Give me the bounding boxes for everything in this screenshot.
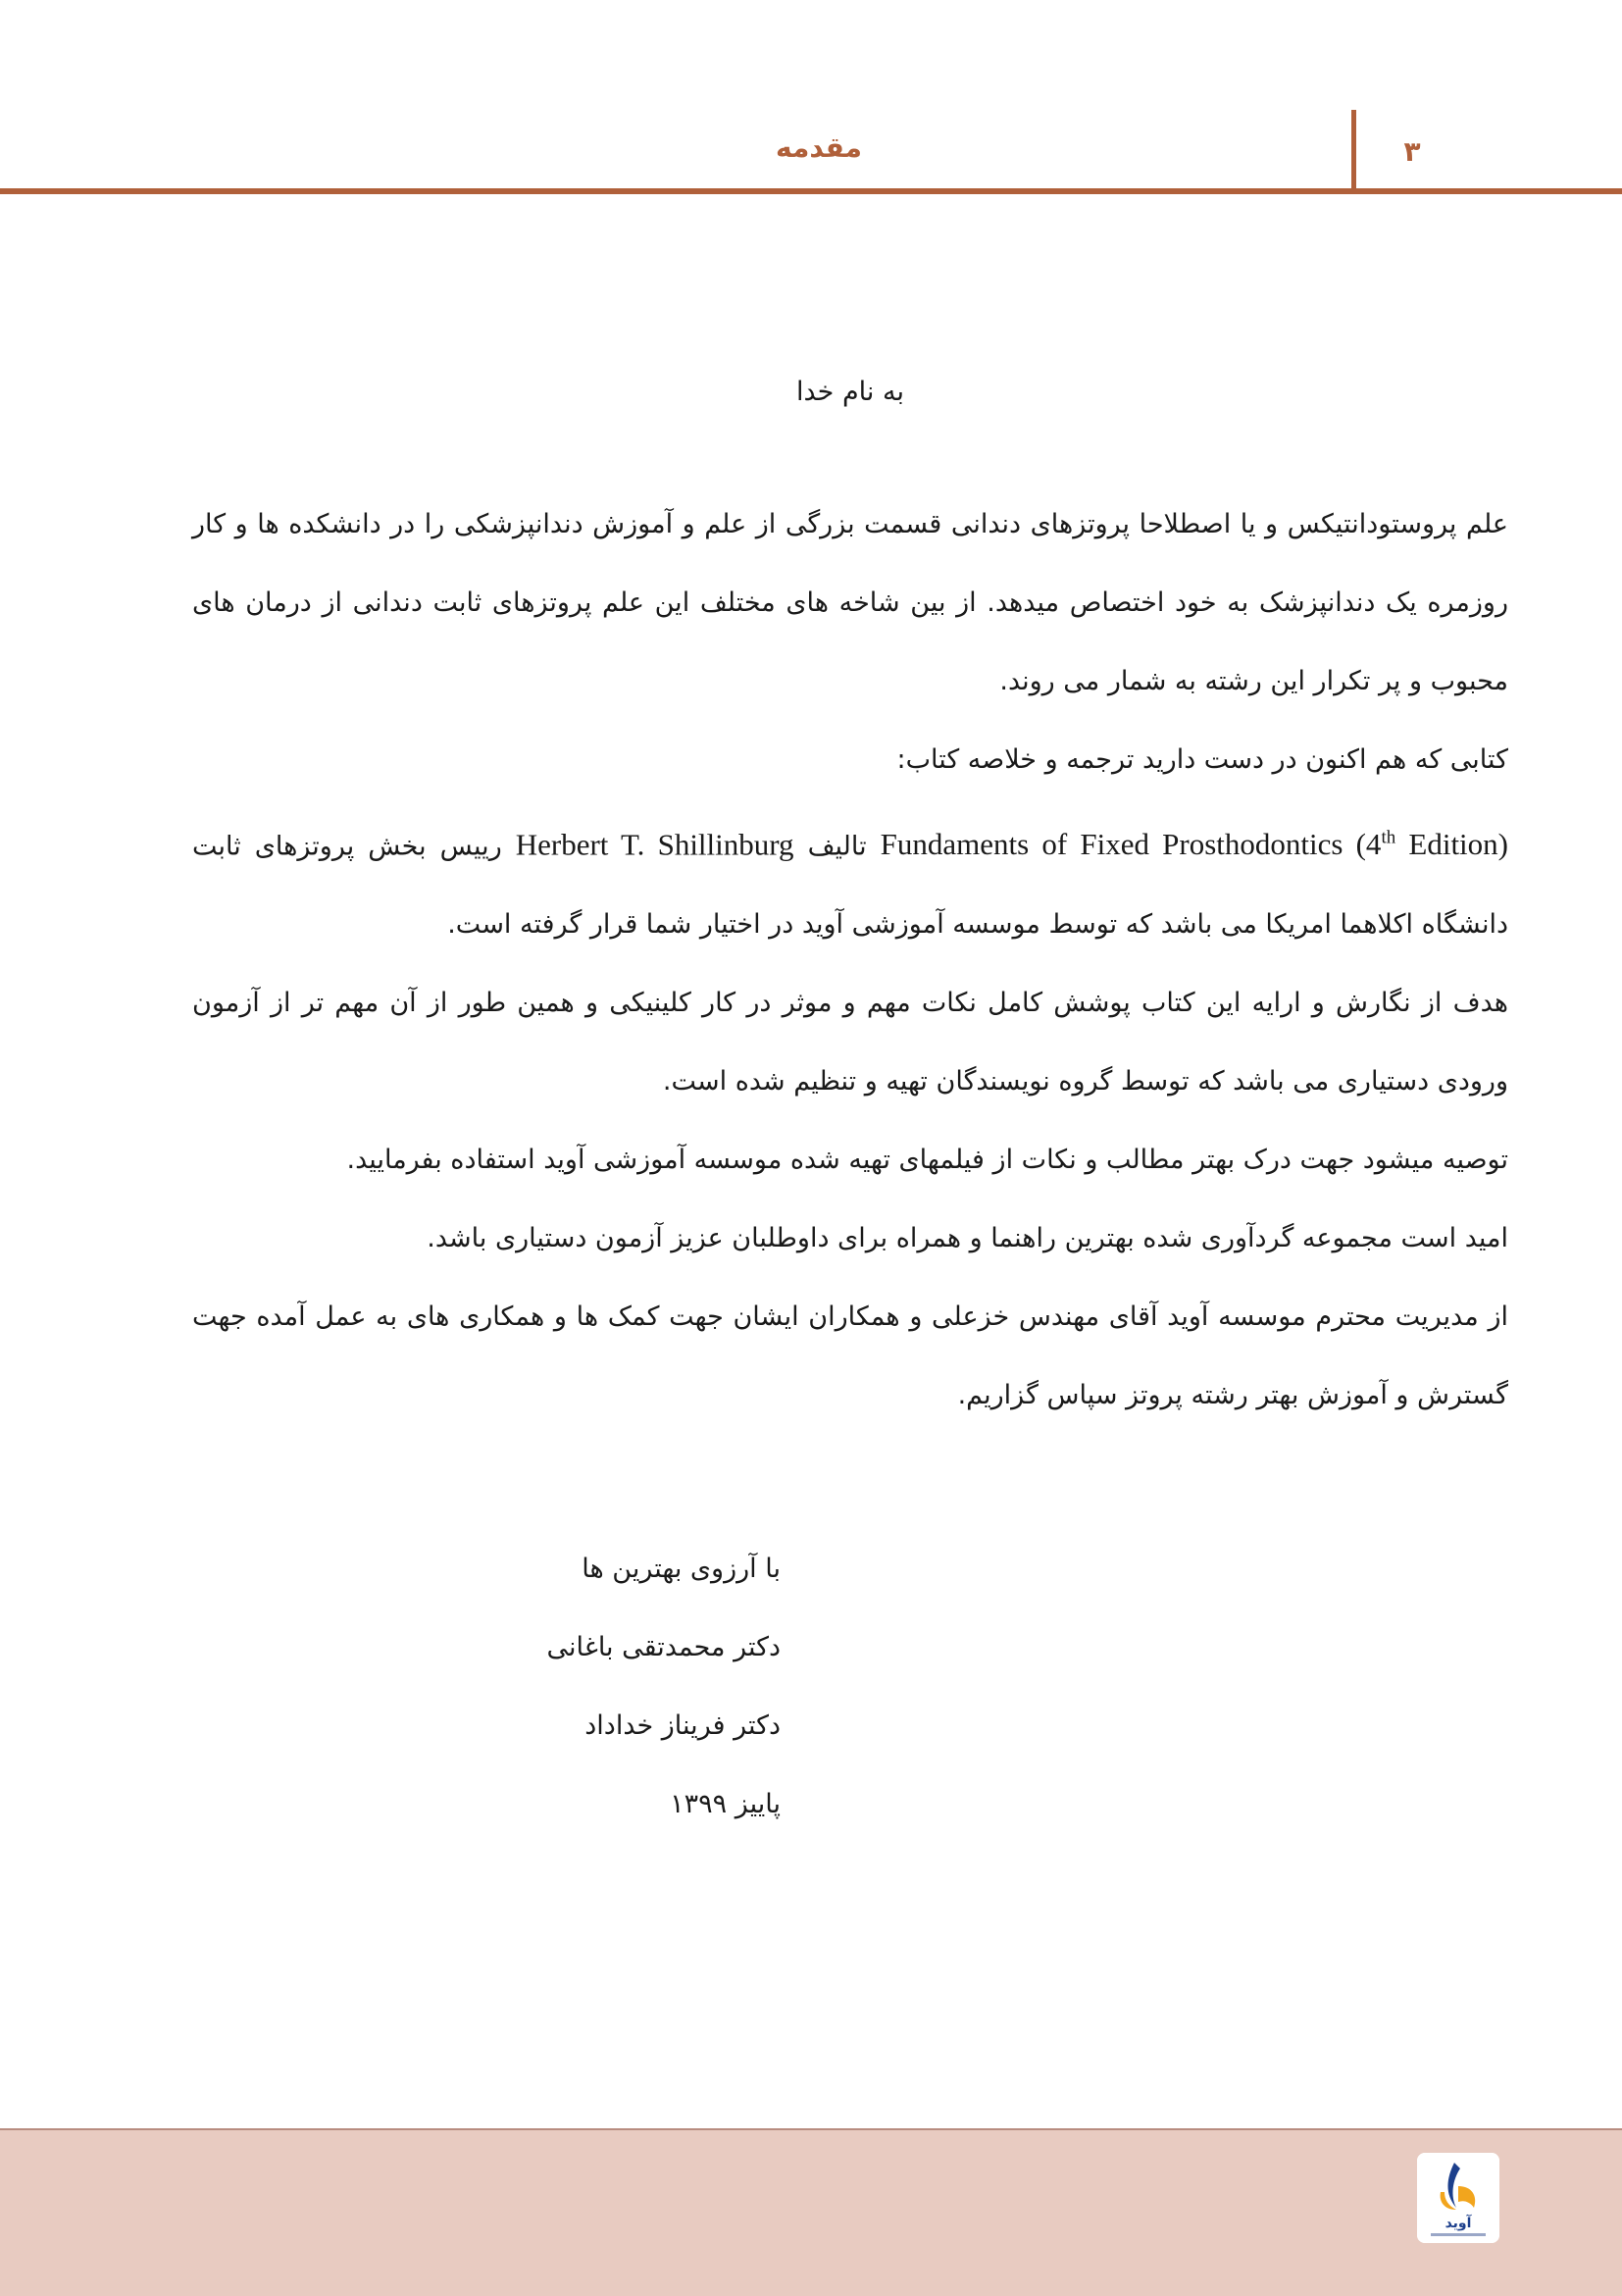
book-author: Herbert T. Shillinburg [515, 827, 794, 862]
edition-superscript: th [1381, 828, 1396, 848]
author-name-1: دکتر محمدتقی باغانی [546, 1632, 781, 1662]
basmala: به نام خدا [796, 377, 904, 407]
book-title-edition: Edition) [1395, 827, 1508, 862]
logo-text: آوید [1445, 2216, 1472, 2231]
paragraph-thanks: از مدیریت محترم موسسه آوید آقای مهندس خزعلی و همکاران ایشان جهت کمک ها و همکاری های به عمل آمده جهت گسترش و آموزش بهتر رشته پروتز سپاس گزاریم. [192, 1301, 1508, 1411]
header-rule [0, 188, 1622, 194]
author-name-2: دکتر فریناز خداداد [584, 1710, 781, 1741]
closing-signature [192, 1530, 781, 1844]
book-title-text: Fundaments of Fixed Prosthodontics (4 [880, 827, 1382, 862]
page-header [0, 0, 1622, 196]
paragraph-recommendation: توصیه میشود جهت درک بهتر مطالب و نکات از فیلمهای تهیه شده موسسه آموزشی آوید استفاده بفرمایید. [346, 1145, 1508, 1176]
page-body [192, 353, 1508, 1435]
book-line-continuation: رییس بخش پروتزهای ثابت دانشگاه اکلاهما امریکا می باشد که توسط موسسه آموزشی آوید در اختیار شما قرار گرفته است. [192, 831, 1508, 941]
paragraph-goal: هدف از نگارش و ارایه این کتاب پوشش کامل نکات مهم و موثر در کار کلینیکی و همین طور از آن مهم تر از آزمون ورودی دستیاری می باشد که توسط گروه نویسندگان تهیه و تنظیم شده است. [192, 988, 1508, 1097]
avid-logo-icon [1417, 2153, 1499, 2243]
closing-wish: با آرزوی بهترین ها [582, 1554, 781, 1584]
chapter-title: مقدمه [776, 131, 862, 164]
page-footer [0, 2128, 1622, 2296]
paragraph-book-reference [192, 799, 1508, 964]
date-line: پاییز ۱۳۹۹ [670, 1789, 781, 1819]
book-title [881, 827, 1508, 861]
header-divider [1351, 110, 1356, 190]
paragraph-book-intro: کتابی که هم اکنون در دست دارید ترجمه و خلاصه کتاب: [896, 744, 1508, 775]
page-number: ۳ [1403, 135, 1421, 168]
paragraph-intro: علم پروستودانتیکس و یا اصطلاحا پروتزهای دندانی قسمت بزرگی از علم و آموزش دندانپزشکی را در دانشکده ها و کار روزمره یک دندانپزشک به خود اختصاص میدهد. از بین شاخه های مختلف این علم پروتزهای ثابت دندانی از درمان های محبوب و پر تکرار این رشته به شمار می روند. [192, 509, 1508, 696]
paragraph-hope: امید است مجموعه گردآوری شده بهترین راهنما و همراه برای داوطلبان عزیز آزمون دستیاری باشد. [427, 1223, 1508, 1254]
by-word: تالیف [807, 831, 867, 862]
